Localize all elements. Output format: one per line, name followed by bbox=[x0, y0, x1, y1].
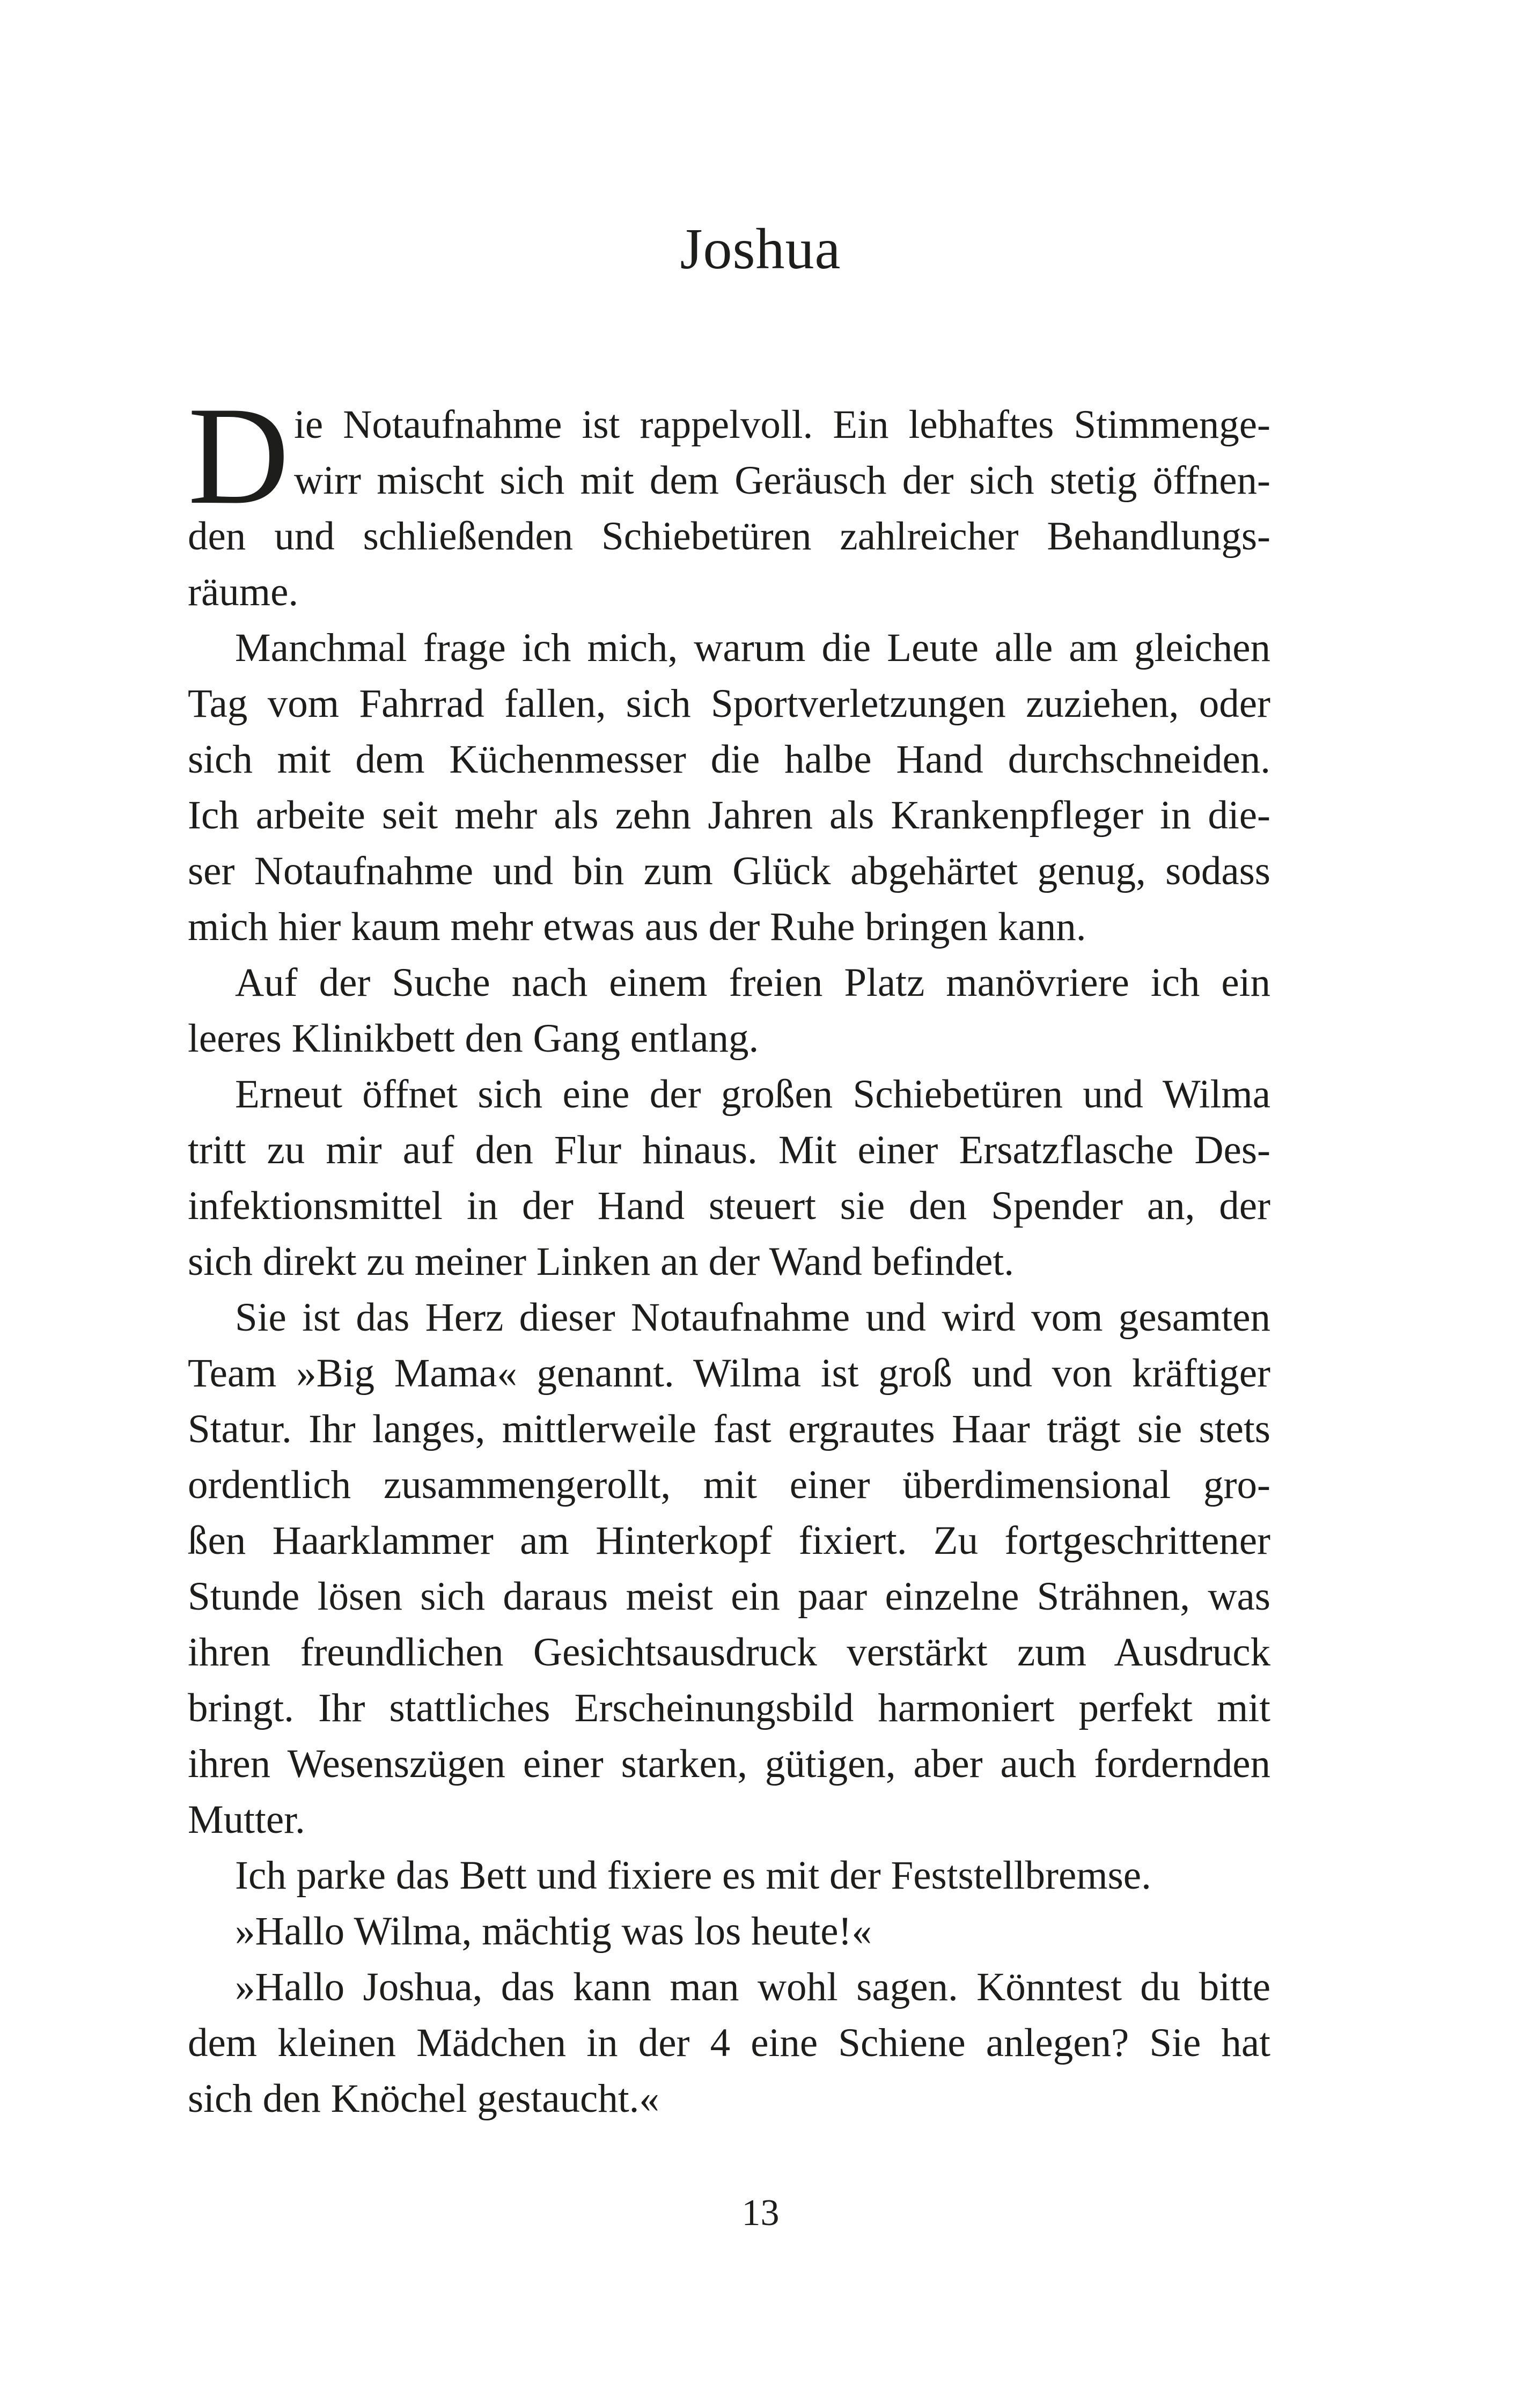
drop-cap: D bbox=[188, 378, 290, 533]
text-line: sich direkt zu meiner Linken an der Wand befindet. bbox=[188, 1239, 1014, 1284]
text-line: »Hallo Joshua, das kann man wohl sagen. Könntest du bitte bbox=[235, 1965, 1270, 2009]
text-line: Manchmal frage ich mich, warum die Leute alle am gleichen bbox=[235, 626, 1270, 670]
text-line: bringt. Ihr stattliches Erscheinungsbild harmoniert perfekt mit bbox=[188, 1686, 1270, 1730]
chapter-title: Joshua bbox=[680, 217, 841, 281]
text-line: räume. bbox=[188, 570, 299, 614]
text-line: den und schließenden Schiebetüren zahlreicher Behandlungs- bbox=[188, 514, 1270, 559]
text-line: ordentlich zusammengerollt, mit einer überdimensional gro- bbox=[188, 1463, 1270, 1507]
text-line: Team »Big Mama« genannt. Wilma ist groß und von kräftiger bbox=[188, 1351, 1270, 1396]
text-line: sich den Knöchel gestaucht.« bbox=[188, 2076, 659, 2121]
text-line: infektionsmittel in der Hand steuert sie den Spender an, der bbox=[188, 1184, 1270, 1228]
text-line: Ich parke das Bett und fixiere es mit der Feststellbremse. bbox=[235, 1853, 1151, 1898]
text-line: Stunde lösen sich daraus meist ein paar einzelne Strähnen, was bbox=[188, 1574, 1270, 1619]
text-line: mich hier kaum mehr etwas aus der Ruhe bringen kann. bbox=[188, 905, 1086, 949]
text-line: Ich arbeite seit mehr als zehn Jahren als Krankenpfleger in die- bbox=[188, 793, 1270, 838]
text-line: ihren Wesenszügen einer starken, gütigen, aber auch fordernden bbox=[188, 1742, 1270, 1786]
text-line: wirr mischt sich mit dem Geräusch der sich stetig öffnen- bbox=[294, 458, 1270, 503]
text-line: Sie ist das Herz dieser Notaufnahme und wird vom gesamten bbox=[235, 1295, 1270, 1340]
text-line: ie Notaufnahme ist rappelvoll. Ein lebhaftes Stimmenge- bbox=[294, 402, 1270, 447]
text-line: Statur. Ihr langes, mittlerweile fast ergrautes Haar trägt sie stets bbox=[188, 1407, 1270, 1451]
text-line: sich mit dem Küchenmesser die halbe Hand durchschneiden. bbox=[188, 737, 1270, 782]
text-line: ser Notaufnahme und bin zum Glück abgehärtet genug, sodass bbox=[188, 849, 1270, 893]
text-line: dem kleinen Mädchen in der 4 eine Schiene anlegen? Sie hat bbox=[188, 2021, 1270, 2065]
text-line: tritt zu mir auf den Flur hinaus. Mit einer Ersatzflasche Des- bbox=[188, 1128, 1270, 1172]
text-line: »Hallo Wilma, mächtig was los heute!« bbox=[235, 1909, 872, 1954]
page-number: 13 bbox=[741, 2192, 780, 2234]
body-text bbox=[188, 378, 1270, 2127]
text-line: ihren freundlichen Gesichtsausdruck verstärkt zum Ausdruck bbox=[188, 1630, 1270, 1675]
text-line: ßen Haarklammer am Hinterkopf fixiert. Zu fortgeschrittener bbox=[188, 1518, 1270, 1563]
text-line: leeres Klinikbett den Gang entlang. bbox=[188, 1016, 759, 1061]
text-line: Tag vom Fahrrad fallen, sich Sportverletzungen zuziehen, oder bbox=[188, 681, 1270, 726]
text-line: Auf der Suche nach einem freien Platz manövriere ich ein bbox=[235, 960, 1270, 1005]
text-line: Erneut öffnet sich eine der großen Schiebetüren und Wilma bbox=[235, 1072, 1270, 1117]
text-line: Mutter. bbox=[188, 1797, 305, 1842]
